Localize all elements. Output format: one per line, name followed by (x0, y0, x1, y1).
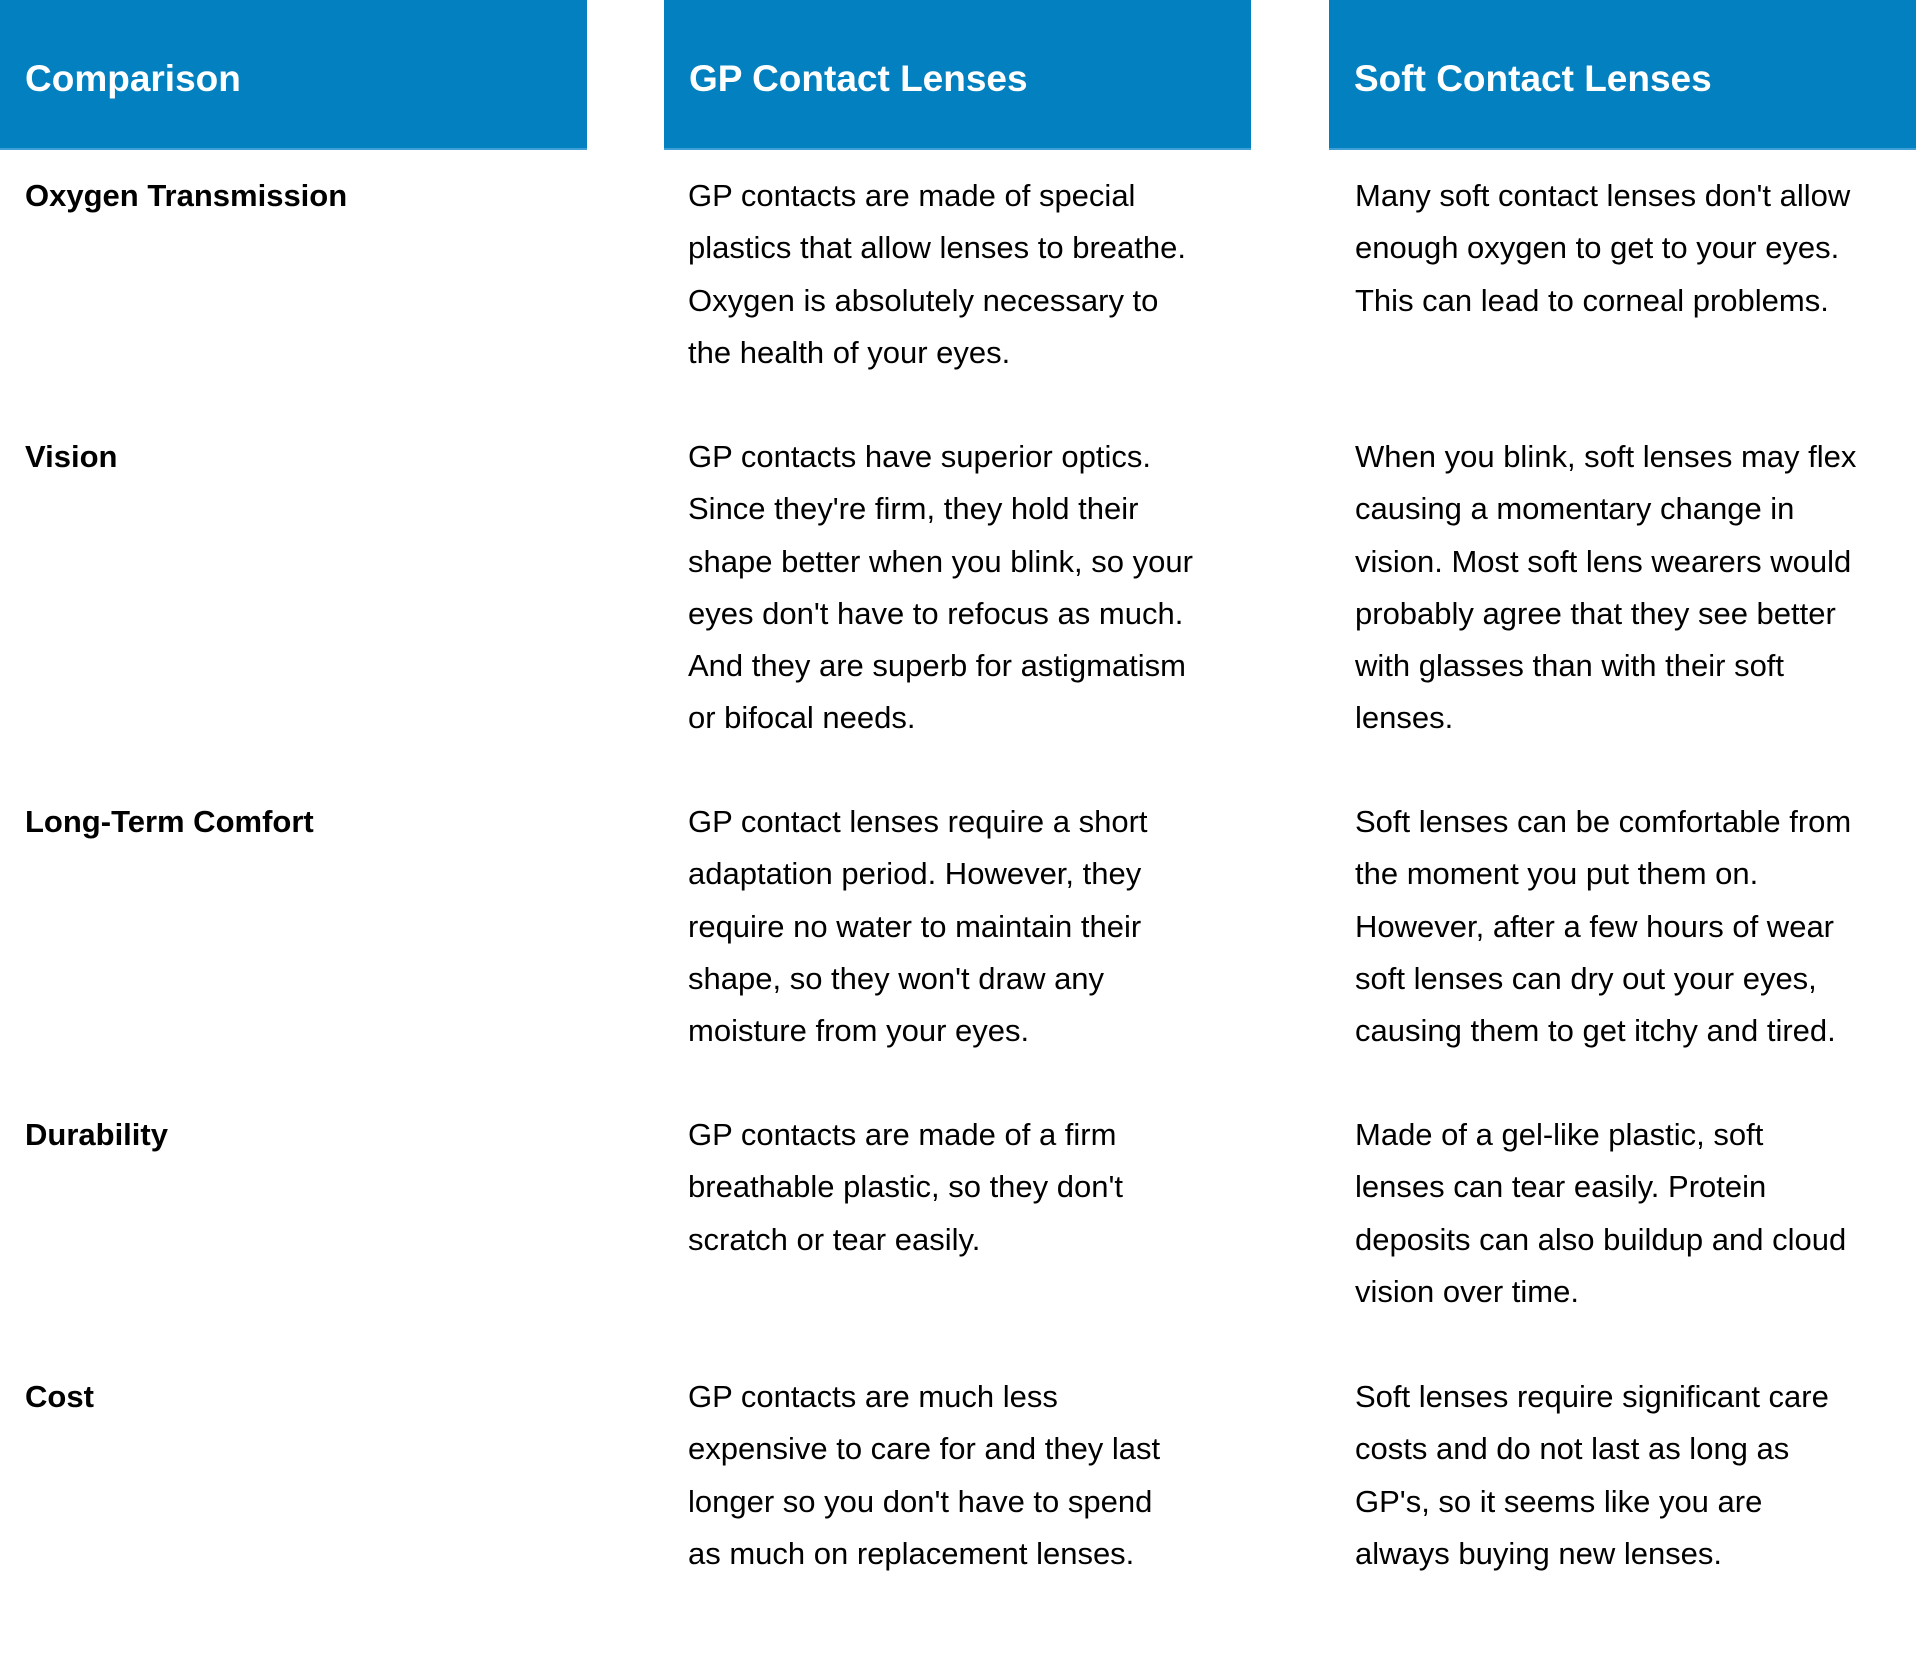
row-label: Cost (25, 1379, 94, 1414)
cell-text-line: Many soft contact lenses don't allow (1355, 178, 1851, 213)
cell-text-line: GP contacts are made of special (688, 178, 1136, 213)
header-soft-label: Soft Contact Lenses (1354, 58, 1712, 99)
cell-text-line: lenses can tear easily. Protein (1355, 1169, 1767, 1205)
cell-text-line: eyes don't have to refocus as much. (688, 595, 1184, 631)
soft-cell (1355, 1371, 1829, 1580)
cell-text-line: Soft lenses require significant care (1355, 1379, 1829, 1414)
cell-text-line: probably agree that they see better (1355, 595, 1836, 631)
cell-text-line: shape better when you blink, so your (688, 543, 1193, 579)
cell-text-line: This can lead to corneal problems. (1355, 282, 1829, 318)
cell-text-line: GP contacts are much less (688, 1379, 1058, 1414)
cell-text-line: enough oxygen to get to your eyes. (1355, 230, 1840, 266)
cell-text-line: always buying new lenses. (1355, 1535, 1723, 1571)
row-label: Durability (25, 1117, 168, 1152)
cell-text-line: as much on replacement lenses. (688, 1535, 1135, 1571)
cell-text-line: Soft lenses can be comfortable from (1355, 804, 1852, 839)
gp-cell (688, 1109, 1123, 1266)
gp-cell (688, 796, 1148, 1057)
cell-text-line: GP contacts are made of a firm (688, 1117, 1117, 1152)
cell-text-line: deposits can also buildup and cloud (1355, 1221, 1847, 1257)
cell-text-line: costs and do not last as long as (1355, 1431, 1790, 1467)
cell-text-line: longer so you don't have to spend (688, 1483, 1153, 1519)
header-gp-contact-lenses (664, 0, 1251, 150)
cell-text-line: the moment you put them on. (1355, 856, 1759, 892)
row-label: Oxygen Transmission (25, 178, 348, 213)
cell-text-line: GP contact lenses require a short (688, 804, 1148, 839)
cell-text-line: plastics that allow lenses to breathe. (688, 230, 1186, 266)
soft-cell (1355, 431, 1856, 745)
cell-text-line: shape, so they won't draw any (688, 960, 1105, 996)
cell-text-line: soft lenses can dry out your eyes, (1355, 960, 1817, 996)
cell-text-line: Since they're firm, they hold their (688, 491, 1139, 527)
gp-cell (688, 170, 1186, 379)
cell-text-line: or bifocal needs. (688, 700, 916, 736)
cell-text-line: adaptation period. However, they (688, 856, 1142, 892)
row-label: Vision (25, 439, 118, 474)
gp-cell (688, 1371, 1160, 1580)
soft-cell (1355, 170, 1850, 327)
header-gp-label: GP Contact Lenses (689, 58, 1028, 99)
cell-text-line: vision over time. (1355, 1273, 1579, 1309)
cell-text-line: lenses. (1355, 700, 1454, 736)
cell-text-line: causing them to get itchy and tired. (1355, 1013, 1836, 1049)
soft-cell (1355, 796, 1851, 1057)
header-comparison-label: Comparison (25, 58, 241, 99)
cell-text-line: scratch or tear easily. (688, 1221, 981, 1257)
cell-text-line: GP's, so it seems like you are (1355, 1483, 1763, 1519)
cell-text-line: the health of your eyes. (688, 334, 1011, 370)
cell-text-line: Oxygen is absolutely necessary to (688, 282, 1159, 318)
cell-text-line: expensive to care for and they last (688, 1431, 1161, 1467)
cell-text-line: causing a momentary change in (1355, 491, 1795, 527)
cell-text-line: with glasses than with their soft (1355, 648, 1785, 684)
cell-text-line: However, after a few hours of wear (1355, 908, 1835, 944)
cell-text-line: GP contacts have superior optics. (688, 439, 1151, 474)
cell-text-line: require no water to maintain their (688, 908, 1142, 944)
cell-text-line: breathable plastic, so they don't (688, 1169, 1124, 1205)
cell-text-line: And they are superb for astigmatism (688, 648, 1186, 684)
cell-text-line: Made of a gel-like plastic, soft (1355, 1117, 1764, 1152)
row-label: Long-Term Comfort (25, 804, 314, 839)
cell-text-line: When you blink, soft lenses may flex (1355, 439, 1857, 474)
header-soft-contact-lenses (1329, 0, 1916, 150)
cell-text-line: vision. Most soft lens wearers would (1355, 543, 1852, 579)
soft-cell (1355, 1109, 1846, 1318)
header-comparison (0, 0, 587, 150)
gp-cell (688, 431, 1193, 745)
cell-text-line: moisture from your eyes. (688, 1013, 1030, 1049)
